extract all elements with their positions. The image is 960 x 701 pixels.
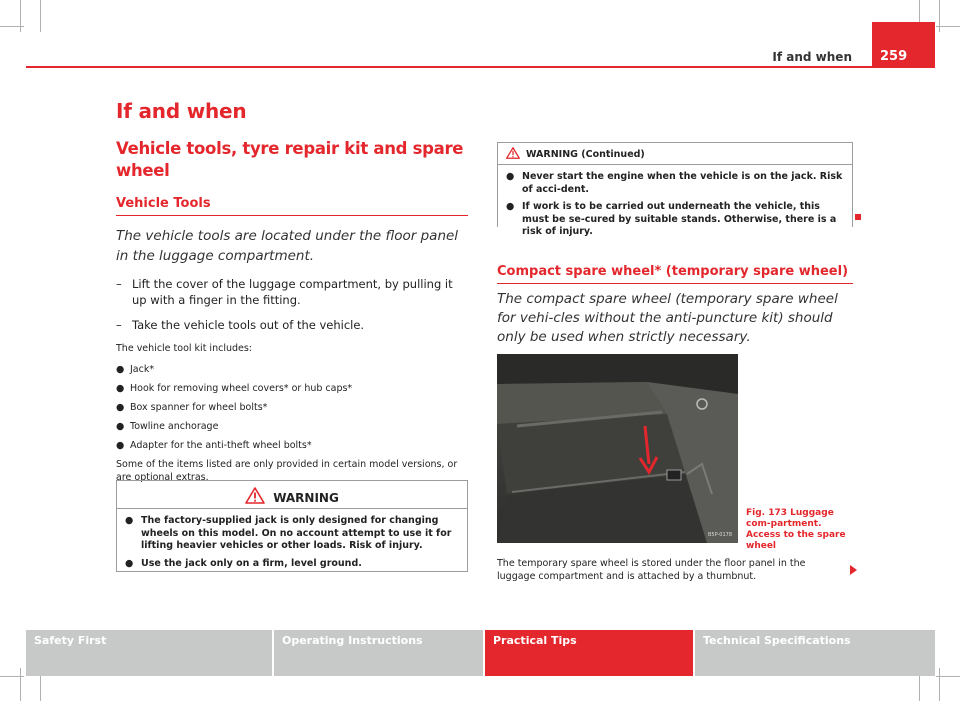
kit-item-text: Towline anchorage [130,421,219,432]
step-item [116,317,468,333]
step-item [116,276,468,308]
step-text: Lift the cover of the luggage compartment, by pulling it up with a finger in the fitting. [132,277,453,307]
bullet-icon: ● [125,515,134,526]
bullet-icon: ● [116,440,125,451]
bullet-icon: ● [116,364,125,375]
kit-item-text: Jack* [130,364,155,375]
intro-text: The vehicle tools are located under the floor panel in the luggage compartment. [116,228,459,264]
bullet-icon: ● [506,201,515,212]
warning-body [498,165,852,239]
page-number: 259 [872,22,935,68]
warning-icon [245,487,265,507]
kit-intro: The vehicle tool kit includes: [116,343,253,354]
step-list [116,276,468,333]
crop-mark [40,0,41,32]
dash-marker: – [116,277,122,291]
luggage-compartment-illustration [497,354,738,543]
kit-item [116,401,468,414]
luggage-compartment-figure [497,354,738,543]
bullet-icon: ● [506,171,515,182]
subsection-title: Vehicle Tools [116,196,468,216]
left-column [116,98,468,484]
footer-tab-safety-first[interactable]: Safety First [26,630,272,676]
warning-item [506,171,844,196]
crop-mark [939,0,940,32]
footer-tab-technical-specifications[interactable]: Technical Specifications [695,630,935,676]
kit-item-text: Adapter for the anti-theft wheel bolts* [130,440,312,451]
crop-mark [20,0,21,32]
intro-text: The compact spare wheel (temporary spare wheel for vehi-cles without the anti-puncture kit) should only be used when strictly necessary. [497,291,838,345]
warning-header [498,143,852,165]
crop-mark [20,668,21,701]
warning-title: WARNING [273,491,339,505]
warning-item [125,515,459,553]
warning-item-text: Use the jack only on a firm, level ground. [141,557,362,569]
dash-marker: – [116,318,122,332]
warning-item [125,558,459,571]
section-title: Vehicle tools, tyre repair kit and spare wheel [116,139,464,180]
footer-tab-practical-tips[interactable]: Practical Tips [485,630,693,676]
kit-item-text: Box spanner for wheel bolts* [130,402,268,413]
bullet-icon: ● [116,402,125,413]
warning-title: WARNING (Continued) [526,149,645,160]
body-text: The temporary spare wheel is stored under the floor panel in the luggage compartment and is attached by a thumbnut. [497,558,806,582]
running-header: If and when [772,50,852,64]
footer-tab-operating-instructions[interactable]: Operating Instructions [274,630,483,676]
warning-item-text: Never start the engine when the vehicle is on the jack. Risk of acci-dent. [522,171,843,195]
figure-caption: Fig. 173 Luggage com-partment. Access to the spare wheel [746,508,846,551]
warning-item-text: If work is to be carried out underneath the vehicle, this must be se-cured by suitable stands. Otherwise, there is a risk of injury. [522,201,837,237]
header-rule [26,66,935,68]
kit-list [116,363,468,452]
warning-item-text: The factory-supplied jack is only designed for changing wheels on this model. On no account attempt to use it for lifting heavier vehicles or other loads. Risk of injury. [141,515,452,551]
crop-mark [939,668,940,701]
section-end-marker [855,214,861,220]
continue-arrow-icon [850,565,857,575]
bullet-icon: ● [116,383,125,394]
kit-item [116,382,468,395]
warning-body [117,509,467,570]
bullet-icon: ● [116,421,125,432]
warning-header [117,481,467,509]
warning-item [506,201,844,239]
kit-item [116,420,468,433]
bullet-icon: ● [125,557,134,569]
warning-box [116,480,468,572]
kit-note: Some of the items listed are only provided in certain model versions, or are optional extras. [116,459,458,483]
step-text: Take the vehicle tools out of the vehicle. [132,318,365,332]
subsection-title: Compact spare wheel* (temporary spare wheel) [497,264,853,284]
kit-item [116,439,468,452]
figure-code: B5P-0178 [707,532,732,538]
warning-continued-box [497,142,853,237]
kit-item [116,363,468,376]
chapter-title: If and when [116,99,247,123]
kit-item-text: Hook for removing wheel covers* or hub caps* [130,383,353,394]
warning-icon [506,147,520,162]
